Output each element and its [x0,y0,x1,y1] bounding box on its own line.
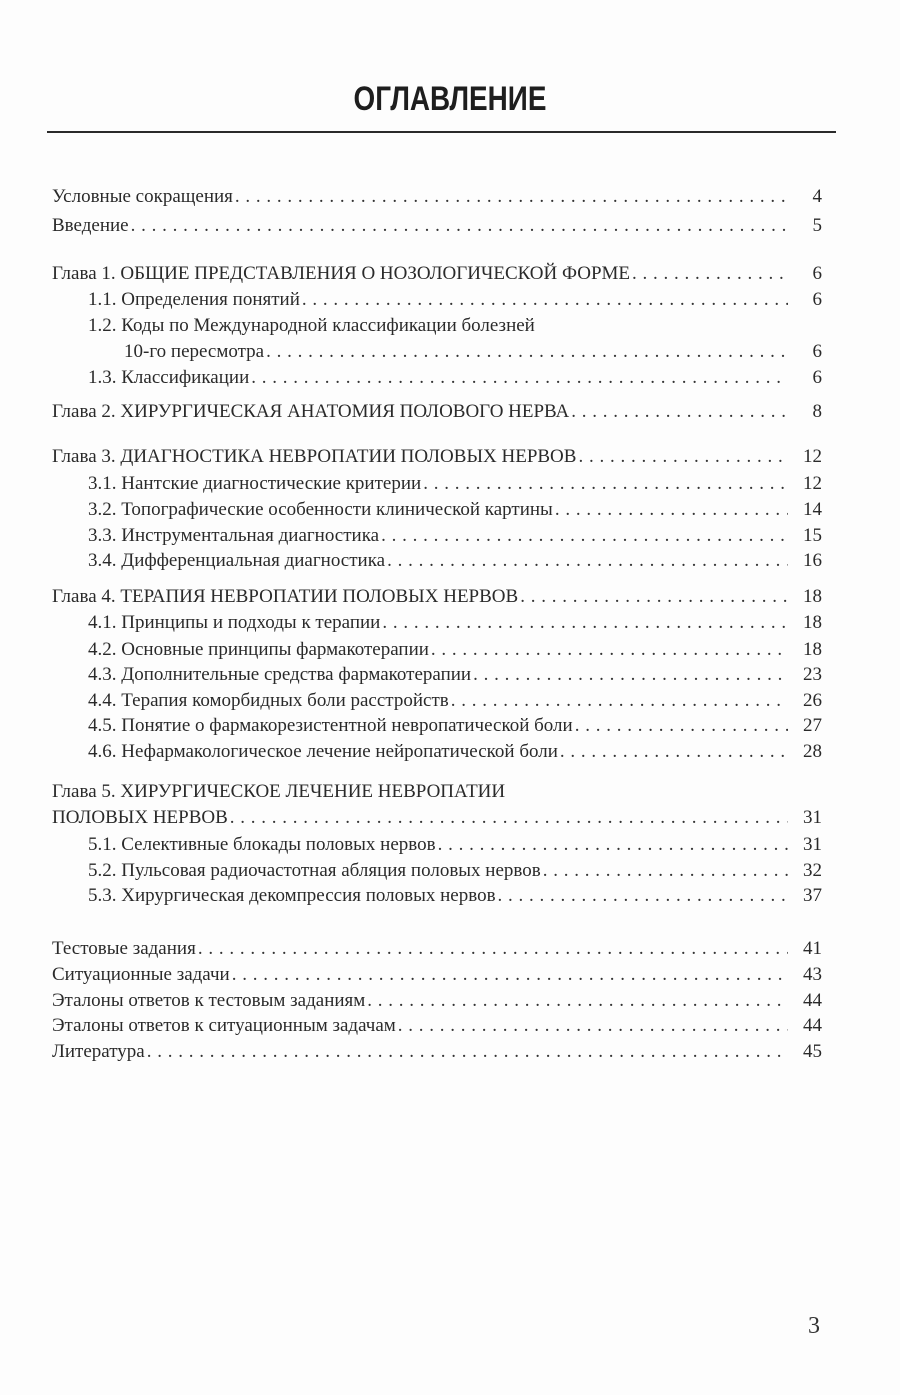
toc-entry[interactable] [52,884,822,908]
toc-entry[interactable] [52,498,822,522]
toc-entry-page: 43 [803,964,822,985]
dot-leader [543,859,788,883]
toc-entry-title: 5.2. Пульсовая радиочастотная абляция половых нервов [88,860,541,881]
toc-chapter[interactable] [52,400,822,424]
toc-entry-title: 4.2. Основные принципы фармакотерапии [88,639,429,660]
toc-entry-title: 3.2. Топографические особенности клинической картины [88,499,553,520]
toc-entry-page: 44 [803,1015,822,1036]
toc-entry-title: 10-го пересмотра [124,341,265,362]
toc-entry-title: 5.1. Селективные блокады половых нервов [88,834,436,855]
toc-entry-page: 27 [803,715,822,736]
dot-leader [451,689,788,713]
dot-leader [560,740,788,764]
dot-leader [387,549,788,573]
dot-leader [555,498,788,522]
dot-leader [367,989,788,1013]
dot-leader [398,1014,788,1038]
toc-entry-page: 28 [803,741,822,762]
toc-entry-title: Эталоны ответов к тестовым заданиям [52,990,366,1011]
toc-entry-page: 32 [803,860,822,881]
toc-entry-page: 6 [812,341,822,362]
toc-entry-title: ПОЛОВЫХ НЕРВОВ [52,807,228,828]
dot-leader [198,937,788,961]
toc-entry-page: 16 [803,550,822,571]
toc-entry-title: Эталоны ответов к ситуационным задачам [52,1015,396,1036]
toc-entry-title: 4.6. Нефармакологическое лечение нейропатической боли [88,741,558,762]
dot-leader [232,963,788,987]
toc-entry[interactable] [52,472,822,496]
toc-entry-page: 31 [803,807,822,828]
toc-entry-title: 1.3. Классификации [88,367,250,388]
toc-entry-page: 18 [803,586,822,607]
toc-entry[interactable] [52,663,822,687]
toc-entry-page: 37 [803,885,822,906]
toc-entry[interactable] [52,1014,822,1038]
dot-leader [131,214,788,238]
dot-leader [632,262,788,286]
toc-entry-title: 5.3. Хирургическая декомпрессия половых нервов [88,885,496,906]
toc-chapter-continued[interactable] [52,806,822,830]
toc-entry-page: 18 [803,639,822,660]
toc-chapter[interactable] [52,445,822,469]
toc-entry-title: 3.4. Дифференциальная диагностика [88,550,386,571]
dot-leader [423,472,788,496]
toc-entry[interactable] [52,214,822,238]
toc-entry-page: 45 [803,1041,822,1062]
toc-entry[interactable] [52,314,822,338]
toc-entry[interactable] [52,963,822,987]
toc-entry-page: 26 [803,690,822,711]
toc-entry-page: 4 [812,186,822,207]
toc-chapter[interactable] [52,780,822,804]
toc-entry-title: 3.1. Нантские диагностические критерии [88,473,422,494]
toc-chapter[interactable] [52,585,822,609]
toc-entry[interactable] [52,833,822,857]
toc-entry-title: 4.5. Понятие о фармакорезистентной невропатической боли [88,715,573,736]
dot-leader [302,288,788,312]
toc-entry-title: 4.1. Принципы и подходы к терапии [88,612,381,633]
dot-leader [382,611,788,635]
toc-entry[interactable] [52,288,822,312]
dot-leader [575,714,788,738]
toc-entry-page: 12 [803,446,822,467]
toc-entry-title: Ситуационные задачи [52,964,230,985]
toc-entry-title: 4.3. Дополнительные средства фармакотерапии [88,664,472,685]
dot-leader [235,185,788,209]
dot-leader [473,663,788,687]
toc-entry[interactable] [52,689,822,713]
toc-entry[interactable] [52,638,822,662]
page-title: ОГЛАВЛЕНИЕ [353,80,547,118]
toc-chapter[interactable] [52,262,822,286]
dot-leader [431,638,788,662]
toc-entry[interactable] [52,859,822,883]
toc-entry[interactable] [52,1040,822,1064]
toc-entry-page: 6 [812,263,822,284]
toc-entry-title: Глава 1. ОБЩИЕ ПРЕДСТАВЛЕНИЯ О НОЗОЛОГИЧЕСКОЙ ФОРМЕ [52,263,631,284]
toc-entry-page: 31 [803,834,822,855]
toc-entry[interactable] [52,524,822,548]
toc-entry-title: Введение [52,215,129,236]
toc-entry-page: 18 [803,612,822,633]
toc-entry-title: Глава 3. ДИАГНОСТИКА НЕВРОПАТИИ ПОЛОВЫХ НЕРВОВ [52,446,577,467]
toc-entry-page: 6 [812,289,822,310]
toc-entry-page: 41 [803,938,822,959]
dot-leader [438,833,788,857]
toc-entry[interactable] [52,340,822,364]
toc-entry-title: Глава 4. ТЕРАПИЯ НЕВРОПАТИИ ПОЛОВЫХ НЕРВОВ [52,586,519,607]
dot-leader [571,400,788,424]
page-number: 3 [808,1313,820,1339]
toc-entry-title: Глава 5. ХИРУРГИЧЕСКОЕ ЛЕЧЕНИЕ НЕВРОПАТИИ [52,781,506,802]
toc-entry-title: Тестовые задания [52,938,196,959]
toc-entry-title: Условные сокращения [52,186,233,207]
dot-leader [230,806,788,830]
toc-entry[interactable] [52,549,822,573]
toc-entry[interactable] [52,714,822,738]
toc-entry-page: 15 [803,525,822,546]
toc-entry-page: 23 [803,664,822,685]
toc-entry[interactable] [52,366,822,390]
dot-leader [381,524,788,548]
toc-entry-page: 14 [803,499,822,520]
toc-entry-page: 5 [812,215,822,236]
dot-leader [578,445,788,469]
toc-entry-title: 4.4. Терапия коморбидных боли расстройств [88,690,449,711]
dot-leader [498,884,788,908]
toc-entry[interactable] [52,185,822,209]
toc-entry[interactable] [52,989,822,1013]
toc-entry-page: 44 [803,990,822,1011]
dot-leader [251,366,788,390]
toc-entry[interactable] [52,740,822,764]
dot-leader [147,1040,788,1064]
toc-entry-page: 6 [812,367,822,388]
toc-entry-title: Глава 2. ХИРУРГИЧЕСКАЯ АНАТОМИЯ ПОЛОВОГО НЕРВА [52,401,570,422]
toc-entry-title: 1.1. Определения понятий [88,289,300,310]
toc-entry-page: 8 [812,401,822,422]
toc-entry-page: 12 [803,473,822,494]
toc-entry[interactable] [52,937,822,961]
toc-entry-title: Литература [52,1041,145,1062]
dot-leader [266,340,788,364]
toc-entry-title: 1.2. Коды по Международной классификации болезней [88,315,535,336]
toc-entry[interactable] [52,611,822,635]
dot-leader [520,585,788,609]
title-rule [47,131,836,133]
toc-entry-title: 3.3. Инструментальная диагностика [88,525,380,546]
